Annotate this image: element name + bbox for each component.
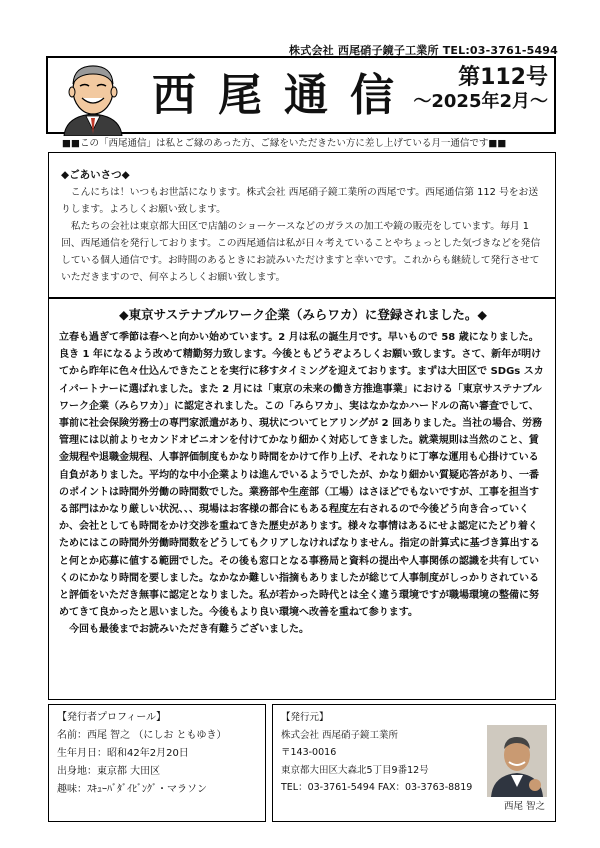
profile-heading: 【発行者プロフィール】 [57, 712, 166, 723]
issue-number: 第112号 [458, 65, 548, 90]
profile-hometown: 出身地：東京都 大田区 [57, 766, 161, 777]
newsletter-header [46, 56, 556, 134]
profile-hobby: 趣味：ｽｷｭｰﾊﾞﾀﾞｲﾋﾞﾝｸﾞ・マラソン [57, 784, 207, 795]
greeting-paragraph: こんにちは！いつもお世話になります。株式会社 西尾硝子鏡工業所の西尾です。西尾通信第 112 号をお送りします。よろしくお願い致します。 [61, 187, 539, 215]
article-body: 立春も過ぎて季節は春へと向かい始めています。2 月は私の誕生月です。早いもので 58 歳になりました。良き 1 年になるよう改めて精勤努力致します。今後ともどうぞよろしくお願い致します。さて、新年が明けてから昨年に色々仕込んできたことを実行に移すタイミングを迎えております。まずは大田区で SDGs スカイパートナーに選ばれました。また 2 月には「東京の未来の働き方推進事業」における「東京サステナブルワーク企業（みらワカ）」に認定されました。この「みらワカ」、実はなかなかハードルの高い審査でして、事前に社会保険労務士の専門家派遣があり、現状についてヒアリングが 2 回ありました。当社の場合、労務管理には以前よりセカンドオピニオンを付けてかなり細かく対応してきました。就業規則は当然のこと、賃金規程や退職金規程、人事評価制度もかなり時間をかけて作り上げ、それなりに丁寧な運用も心掛けている自負がありました。平均的な中小企業よりは進んでいるようでしたが、かなり細かい質疑応答があり、一番のポイントは時間外労働の時間数でした。業務部や生産部（工場）はさほどでもないですが、工事を担当する部門はかなり厳しい状況、、、現場はお客様の都合にもある程度左右されるので今後どう向き合っていくか、会社としても時間をかけ交渉を重ねてきた歴史があります。様々な事情はあるにせよ認定にたどり着くためにはこの時間外労働時間数をどうしてもクリアしなければなりません。指定の計算式に基づき算出すると何とか応募に値する範囲でした。その後も窓口となる事務局と資料の提出や人事関係の認識を共有していくのにかなり時間を要しました。なかなか難しい指摘もありましたが総じて人事制度がしっかりされていると評価をいただき無事に認定となりました。私が若かった時代とは全く違う環境ですが職場環境の整備に努めてきて良かったと思いました。今後もより良い環境へ改善を重ねて参ります。 [59, 332, 544, 619]
profile-birthdate: 生年月日：昭和42年2月20日 [57, 748, 189, 759]
author-photo [487, 725, 547, 797]
photo-caption: 西尾 智之 [503, 800, 545, 812]
issue-date: ～2025年2月～ [413, 91, 548, 112]
article-section [48, 298, 556, 700]
publisher-phone-fax: TEL：03-3761-5494 FAX：03-3763-8819 [281, 782, 473, 793]
profile-name: 名前：西尾 智之 （にしお ともゆき） [57, 730, 227, 741]
publisher-profile [48, 704, 266, 822]
issue-info [413, 66, 548, 114]
closing-line: 今回も最後までお読みいただき有難うございました。 [69, 624, 309, 636]
publisher-postal: 〒143-0016 [281, 747, 337, 758]
greeting-section [48, 152, 556, 298]
company-contact-line: 株式会社 西尾硝子鏡子工業所 TEL:03-3761-5494 [289, 44, 558, 57]
publisher-company: 株式会社 西尾硝子鏡工業所 [281, 729, 399, 741]
newsletter-title: 西尾通信 [152, 70, 416, 121]
greeting-paragraph: 私たちの会社は東京都大田区で店舗のショーケースなどのガラスの加工や鏡の販売をしています。毎月 1 回、西尾通信を発行しております。この西尾通信は私が日々考えていることやちょっとした気づきなどを発信している個人通信です。お時間のあるときにお読みいただけますと幸いです。これからも継続して発行させていただきますので、何卒よろしくお願い致します。 [61, 221, 541, 283]
publisher-address: 東京都大田区大森北5丁目9番12号 [281, 764, 429, 776]
publisher-heading: 【発行元】 [281, 712, 329, 723]
intro-banner: ■■この「西尾通信」は私とご縁のあった方、ご縁をいただきたい方に差し上げている月一通信です■■ [62, 138, 507, 149]
publisher-info [272, 704, 556, 822]
article-heading: ◆東京サステナブルワーク企業（みらワカ）に登録されました。◆ [119, 307, 487, 322]
mascot-illustration [58, 60, 128, 136]
greeting-heading: ◆ごあいさつ◆ [61, 169, 130, 181]
